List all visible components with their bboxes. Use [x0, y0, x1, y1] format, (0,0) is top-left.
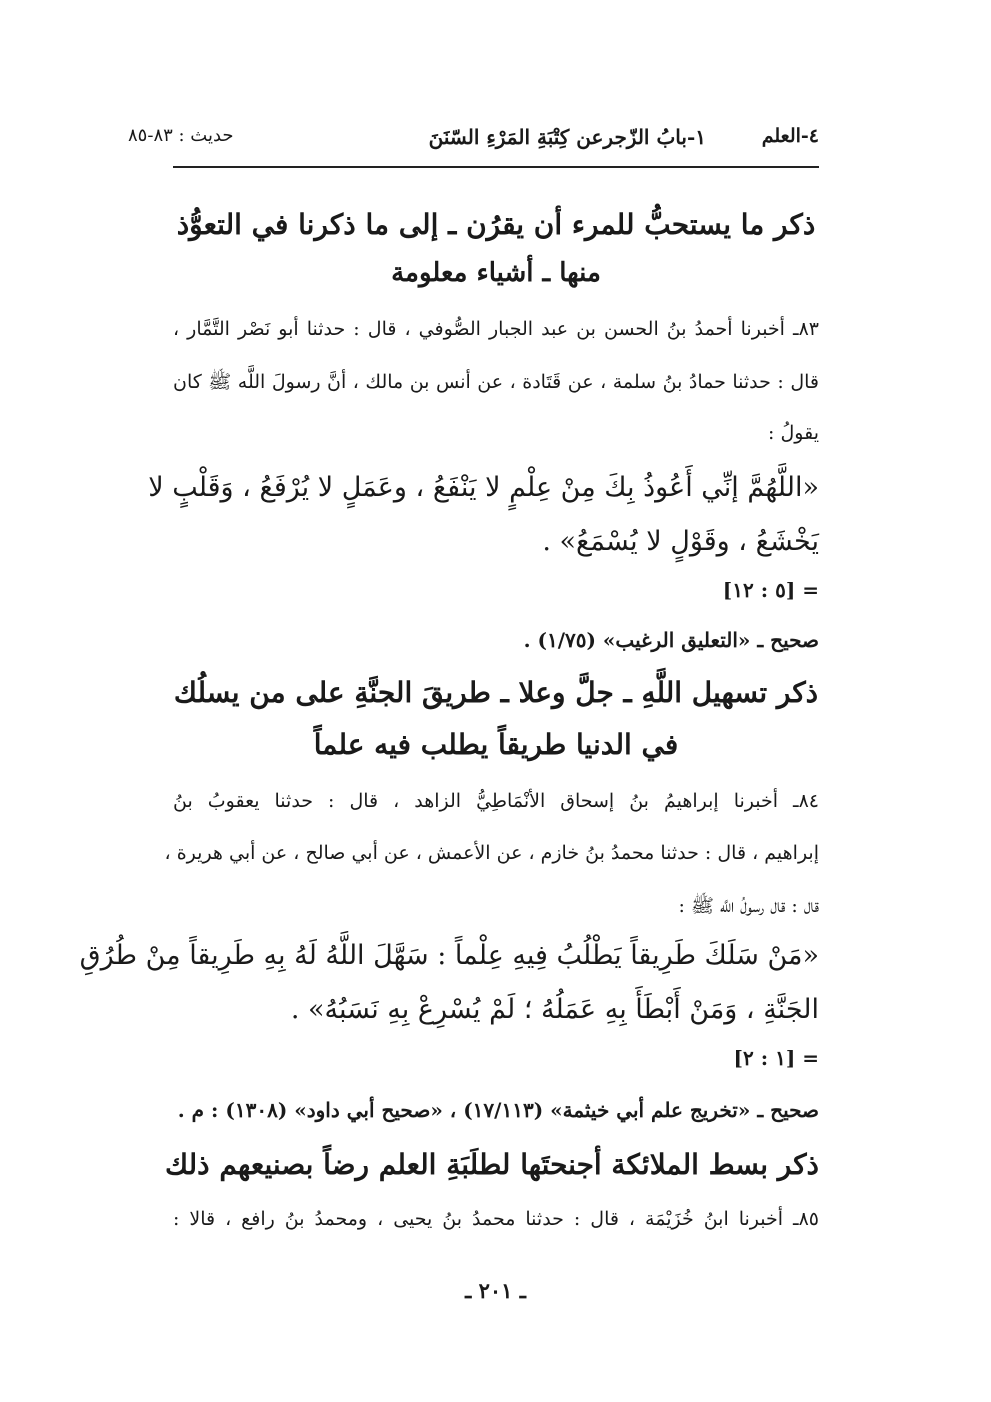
section-title: ذكر تسهيل اللَّهِ ـ جلَّ وعلا ـ طريقَ الجنَّةِ على من يسلُك — [173, 676, 819, 709]
section-title: منها ـ أشياء معلومة — [391, 258, 601, 288]
isnad-line: إبراهيم ، قال : حدثنا محمدُ بنُ خازم ، عن الأعمش ، عن أبي صالح ، عن أبي هريرة ، — [164, 842, 819, 864]
hadith-text: يَخْشَعُ ، وقَوْلٍ لا يُسْمَعُ» . — [542, 526, 819, 557]
page-number: ـ ٢٠١ ـ — [465, 1278, 526, 1303]
isnad-line: قال : حدثنا حمادُ بنُ سلمة ، عن قَتَادة ، عن أنس بن مالك ، أنَّ رسولَ اللَّه ﷺ كان — [173, 371, 819, 393]
isnad-line: ٨٣ـ أخبرنا أحمدُ بنُ الحسن بن عبد الجبار الصُّوفي ، قال : حدثنا أبو نَصْر التَّمَّار ، — [173, 318, 819, 340]
isnad-line: يقولُ : — [768, 422, 819, 444]
isnad-line: قال : قال رسولُ اللَّه ﷺ : — [678, 895, 819, 917]
section-title: في الدنيا طريقاً يطلب فيه علماً — [313, 728, 679, 761]
hadith-text: الجَنَّةِ ، وَمَنْ أَبْطَأَ بِهِ عَمَلُهُ ؛ لَمْ يُسْرِعْ بِهِ نَسَبُهُ» . — [290, 994, 819, 1025]
grading: صحيح ـ «التعليق الرغيب» (١/٧٥) . — [523, 628, 819, 652]
hadith-text: «اللَّهُمَّ إنِّي أَعُوذُ بِكَ مِنْ عِلْمٍ لا يَنْفَعُ ، وعَمَلٍ لا يُرْفَعُ ، وَقَلْبٍ لا — [148, 472, 819, 503]
header-chapter: ٤-العلم — [761, 125, 819, 147]
reference: = [١ : ٢] — [733, 1046, 819, 1070]
section-title: ذكر بسط الملائكة أجنحتَها لطلَبَةِ العلم رضاً بصنيعهم ذلك — [165, 1148, 819, 1181]
grading: صحيح ـ «تخريج علم أبي خيثمة» (١٧/١١٣) ، «صحيح أبي داود» (١٣٠٨) : م . — [177, 1098, 819, 1122]
isnad-line: ٨٥ـ أخبرنا ابنُ خُزَيْمَة ، قال : حدثنا محمدُ بنُ يحيى ، ومحمدُ بنُ رافع ، قالا : — [173, 1208, 819, 1230]
isnad-line: ٨٤ـ أخبرنا إبراهيمُ بنُ إسحاق الأنْمَاطِيُّ الزاهد ، قال : حدثنا يعقوبُ بنُ — [173, 790, 819, 812]
reference: = [٥ : ١٢] — [722, 578, 819, 602]
section-title: ذكر ما يستحبُّ للمرء أن يقرُن ـ إلى ما ذكرنا في التعوُّذ — [176, 208, 816, 241]
hadith-text: «مَنْ سَلَكَ طَرِيقاً يَطْلُبُ فِيهِ عِلْماً : سَهَّلَ اللَّهُ لَهُ بِهِ طَرِيقاً مِنْ طُرُقِ — [79, 940, 819, 971]
header-hadith-range: حديث : ٨٣-٨٥ — [128, 125, 234, 146]
header-bab: ١-بابُ الزّجرعن كِتْبَةِ المَرْءِ السّنَنَ — [428, 125, 706, 149]
header-rule — [173, 166, 819, 168]
